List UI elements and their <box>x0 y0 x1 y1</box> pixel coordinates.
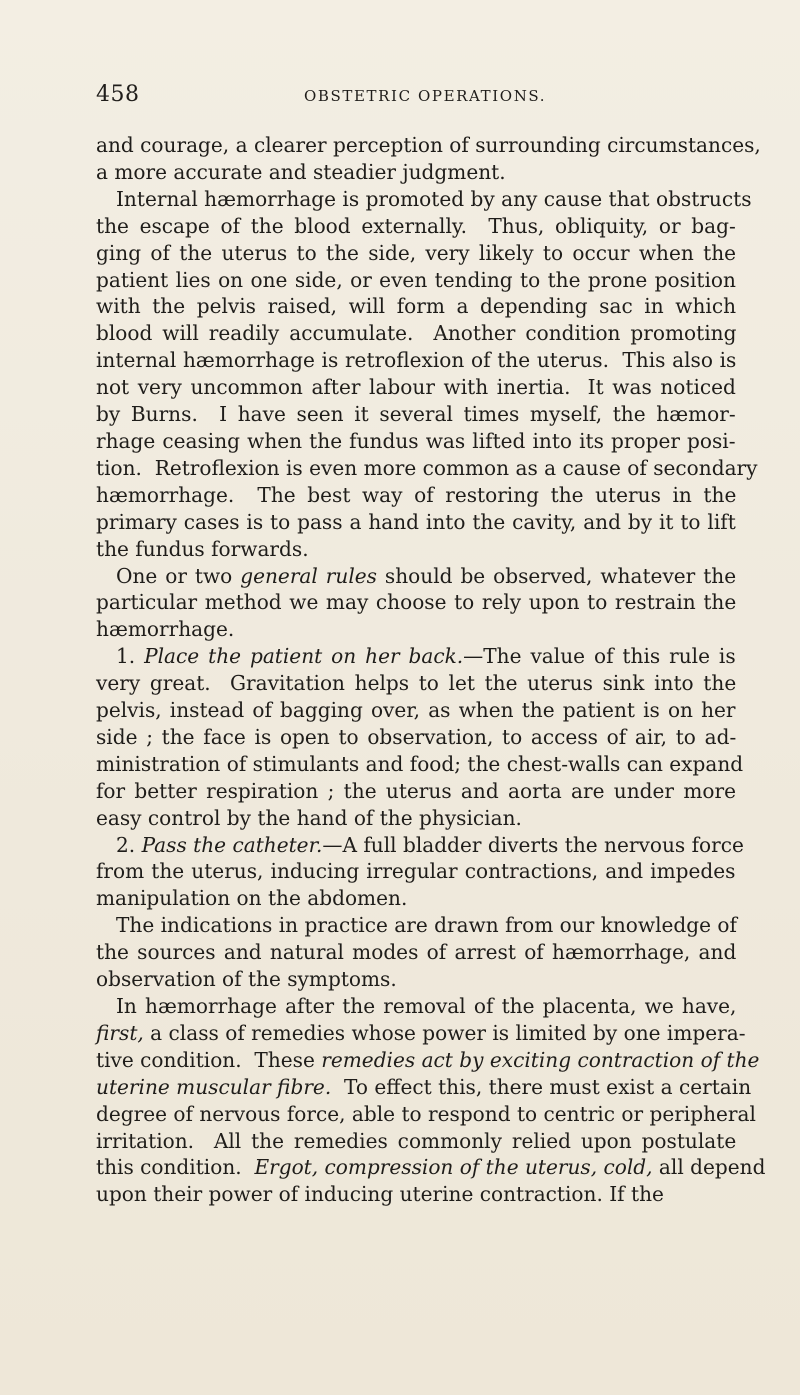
text-segment: all depend <box>652 1155 766 1180</box>
italic-text: general rules <box>240 563 377 588</box>
text-segment: Internal hæmorrhage is promoted by any cause that obstructs <box>116 186 752 211</box>
text-line <box>96 939 736 966</box>
text-segment: internal hæmorrhage is retroflexion of the uterus. This also is <box>96 348 737 373</box>
text-line <box>96 1074 752 1101</box>
text-line <box>96 778 736 805</box>
text-line <box>96 293 736 320</box>
text-segment: a more accurate and steadier judgment. <box>96 159 506 184</box>
text-segment: side ; the face is open to observation, to access of air, to ad- <box>96 724 737 749</box>
text-line <box>96 132 761 159</box>
text-line <box>96 724 736 751</box>
text-line <box>96 885 736 912</box>
text-line <box>96 697 736 724</box>
text-line <box>96 482 736 509</box>
text-segment: by Burns. I have seen it several times myself, the hæmor- <box>96 402 736 427</box>
text-segment: a class of remedies whose power is limited by one impera- <box>143 1020 746 1045</box>
text-line <box>96 401 736 428</box>
text-segment: irritation. All the remedies commonly relied upon postulate <box>96 1128 737 1153</box>
text-segment: In hæmorrhage after the removal of the placenta, we have, <box>116 994 737 1018</box>
text-segment: 1. <box>116 644 145 669</box>
text-line <box>96 912 736 939</box>
text-line <box>96 455 758 482</box>
text-segment: tive condition. These <box>96 1047 322 1072</box>
text-line <box>96 966 736 993</box>
text-line <box>96 320 736 347</box>
text-segment: tion. Retroflexion is even more common as a cause of secondary <box>96 455 758 480</box>
text-segment: very great. Gravitation helps to let the uterus sink into the <box>96 671 737 696</box>
text-segment: blood will readily accumulate. Another condition promoting <box>96 321 737 346</box>
text-line <box>96 536 736 563</box>
italic-text: Place the patient on her back. <box>144 644 464 669</box>
text-line <box>96 670 736 697</box>
text-segment: should be observed, whatever the <box>376 563 737 588</box>
text-line <box>96 993 736 1020</box>
text-line <box>96 267 736 294</box>
text-segment: from the uterus, inducing irregular contractions, and impedes <box>96 859 736 884</box>
text-segment: patient lies on one side, or even tending to the prone position <box>96 267 736 292</box>
text-line <box>96 1154 766 1181</box>
text-line <box>96 509 736 536</box>
text-line <box>96 563 736 590</box>
text-line <box>96 832 744 859</box>
running-head: OBSTETRIC OPERATIONS. <box>304 87 547 105</box>
text-line <box>96 159 736 186</box>
text-segment: One or two <box>116 563 241 588</box>
italic-text: Pass the catheter. <box>141 832 323 857</box>
page-number: 458 <box>96 82 140 107</box>
text-line <box>96 240 736 267</box>
text-segment: this condition. <box>96 1155 255 1180</box>
text-segment: The indications in practice are drawn from our knowledge of <box>116 913 737 938</box>
text-line <box>96 1020 746 1047</box>
text-segment: not very uncommon after labour with inertia. It was noticed <box>96 375 736 400</box>
text-segment: To effect this, there must exist a certain <box>331 1074 752 1099</box>
italic-text: Ergot, compression of the uterus, cold, <box>254 1155 653 1180</box>
text-line <box>96 589 736 616</box>
text-segment: rhage ceasing when the fundus was lifted into its proper posi- <box>96 428 736 453</box>
text-line <box>96 428 736 455</box>
text-segment: the sources and natural modes of arrest of hæmorrhage, and <box>96 940 737 965</box>
text-line <box>96 186 752 213</box>
text-line <box>96 374 736 401</box>
text-line <box>96 805 736 832</box>
text-segment: primary cases is to pass a hand into the cavity, and by it to lift <box>96 509 736 534</box>
text-segment: pelvis, instead of bagging over, as when the patient is on her <box>96 698 736 723</box>
text-segment: the fundus forwards. <box>96 536 309 561</box>
text-line <box>96 1101 756 1128</box>
text-segment: for better respiration ; the uterus and aorta are under more <box>96 778 736 803</box>
text-segment: upon their power of inducing uterine contraction. If the <box>96 1182 664 1207</box>
body-text <box>96 132 766 1208</box>
text-line <box>96 643 736 670</box>
text-line <box>96 858 736 885</box>
text-line <box>96 1047 760 1074</box>
text-line <box>96 347 736 374</box>
text-segment: hæmorrhage. The best way of restoring the uterus in the <box>96 482 737 507</box>
text-segment: and courage, a clearer perception of surrounding circumstances, <box>96 133 761 157</box>
text-segment: 2. <box>116 832 142 857</box>
text-segment: the escape of the blood externally. Thus, obliquity, or bag- <box>96 213 736 238</box>
italic-text: uterine muscular fibre. <box>96 1074 332 1099</box>
text-line <box>96 751 744 778</box>
text-segment: degree of nervous force, able to respond to centric or peripheral <box>96 1101 756 1126</box>
text-line <box>96 1181 736 1208</box>
text-segment: hæmorrhage. <box>96 617 235 642</box>
text-line <box>96 213 736 240</box>
page-header <box>96 82 736 112</box>
text-segment: with the pelvis raised, will form a depending sac in which <box>96 294 737 319</box>
text-segment: easy control by the hand of the physician. <box>96 805 522 830</box>
text-segment: —A full bladder diverts the nervous force <box>322 832 744 857</box>
italic-text: remedies act by exciting contraction of the <box>321 1047 760 1072</box>
text-segment: observation of the symptoms. <box>96 967 397 992</box>
text-line <box>96 1128 736 1155</box>
text-segment: ging of the uterus to the side, very likely to occur when the <box>96 240 737 265</box>
text-segment: manipulation on the abdomen. <box>96 886 408 911</box>
text-segment: —The value of this rule is <box>463 644 736 669</box>
text-segment: particular method we may choose to rely upon to restrain the <box>96 590 737 615</box>
text-segment: ministration of stimulants and food; the chest-walls can expand <box>96 751 744 776</box>
text-line <box>96 616 736 643</box>
italic-text: first, <box>96 1020 144 1045</box>
